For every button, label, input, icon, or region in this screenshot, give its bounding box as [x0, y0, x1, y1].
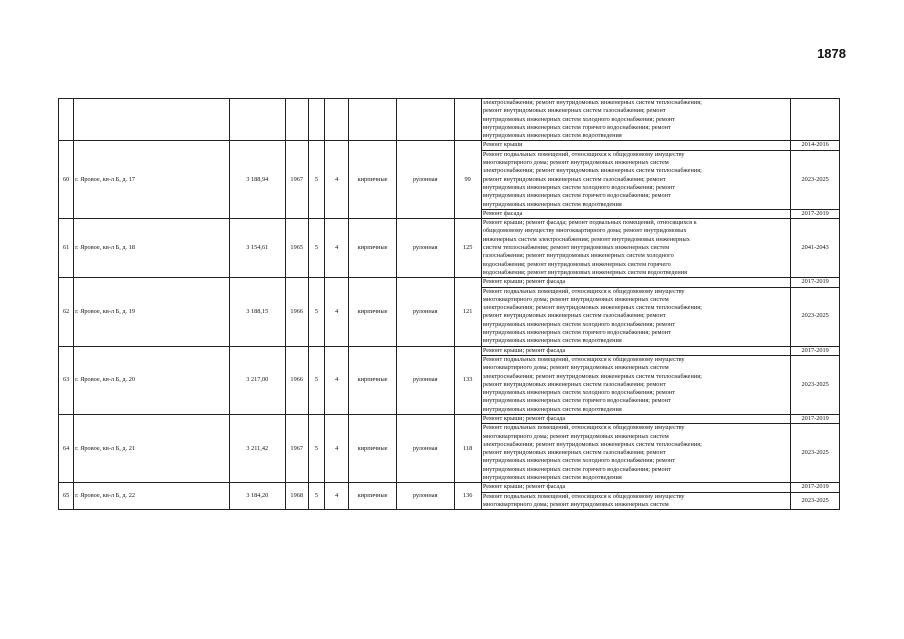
work-line: внутридомовых инженерных систем горячего водоснабжения; ремонт: [482, 329, 671, 337]
period-cell: 2017-2019: [791, 209, 840, 218]
work-line: систем теплоснабжения; ремонт внутридомовых инженерных систем: [482, 244, 670, 252]
area-cell: 3 184,20: [229, 483, 285, 510]
cell-year: [285, 99, 308, 141]
count-cell: 99: [454, 141, 481, 219]
work-line: внутридомовых инженерных систем холодного водоснабжения; ремонт: [482, 115, 676, 123]
year-cell: 1967: [285, 141, 308, 219]
address-cell: г. Яровое, кв-л Б, д. 18: [74, 219, 230, 278]
area-cell: 3 217,00: [229, 346, 285, 414]
works-cell: [481, 483, 791, 492]
work-line: ремонт внутридомовых инженерных систем газоснабжения; ремонт: [482, 175, 666, 183]
address-cell: г. Яровое, кв-л Б, д. 22: [74, 483, 230, 510]
entrances-cell: 4: [325, 219, 349, 278]
area-cell: 3 211,42: [229, 414, 285, 482]
work-line: внутридомовых инженерных систем водоотведения: [482, 200, 622, 208]
work-line: Ремонт фасада: [482, 209, 523, 217]
work-line: внутридомовых инженерных систем водоотведения: [482, 132, 622, 140]
work-line: электроснабжения; ремонт внутридомовых инженерных систем теплоснабжения;: [482, 440, 702, 448]
continuation-row: [59, 99, 840, 141]
period-cell: 2017-2019: [791, 346, 840, 355]
work-line: электроснабжения; ремонт внутридомовых инженерных систем теплоснабжения;: [482, 372, 702, 380]
work-line: внутридомовых инженерных систем горячего водоснабжения; ремонт: [482, 397, 671, 405]
work-line: внутридомовых инженерных систем холодного водоснабжения; ремонт: [482, 183, 676, 191]
roof-type-cell: рулонная: [396, 219, 454, 278]
work-line: многоквартирного дома; ремонт внутридомовых инженерных систем: [482, 500, 669, 508]
roof-type-cell: рулонная: [396, 483, 454, 510]
year-cell: 1967: [285, 414, 308, 482]
work-line: Ремонт подвальных помещений, относящихся к общедомовому имуществу: [482, 150, 685, 158]
entrances-cell: 4: [325, 346, 349, 414]
year-cell: 1965: [285, 219, 308, 278]
entrances-cell: 4: [325, 414, 349, 482]
address-cell: г. Яровое, кв-л Б, д. 21: [74, 414, 230, 482]
cell-num: [59, 99, 74, 141]
period-cell: 2041-2043: [791, 219, 840, 278]
work-line: внутридомовых инженерных систем холодного водоснабжения; ремонт: [482, 320, 676, 328]
count-cell: 133: [454, 346, 481, 414]
work-line: электроснабжения; ремонт внутридомовых инженерных систем теплоснабжения;: [482, 99, 702, 106]
cell-roof: [396, 99, 454, 141]
wall-material-cell: кирпичные: [349, 346, 397, 414]
work-line: ремонт внутридомовых инженерных систем газоснабжения; ремонт: [482, 380, 666, 388]
year-cell: 1966: [285, 278, 308, 346]
work-line: Ремонт подвальных помещений, относящихся к общедомовому имуществу: [482, 424, 685, 432]
row-number: 63: [59, 346, 74, 414]
works-cell: [481, 278, 791, 287]
works-cell: [481, 492, 791, 510]
floors-cell: 5: [308, 219, 324, 278]
work-line: многоквартирного дома; ремонт внутридомовых инженерных систем: [482, 295, 669, 303]
works-cell: [481, 287, 791, 346]
work-line: внутридомовых инженерных систем горячего водоснабжения; ремонт: [482, 192, 671, 200]
cell-works-continuation: [481, 99, 791, 141]
work-line: внутридомовых инженерных систем холодного водоснабжения; ремонт: [482, 389, 676, 397]
table-row: [59, 483, 840, 492]
count-cell: 121: [454, 278, 481, 346]
work-line: электроснабжения; ремонт внутридомовых инженерных систем теплоснабжения;: [482, 167, 702, 175]
cell-entrances: [325, 99, 349, 141]
cell-count: [454, 99, 481, 141]
work-line: водоснабжения; ремонт внутридомовых инженерных систем водоотведения: [482, 268, 688, 276]
work-line: водоснабжения; ремонт внутридомовых инженерных систем горячего: [482, 260, 671, 268]
wall-material-cell: кирпичные: [349, 483, 397, 510]
entrances-cell: 4: [325, 141, 349, 219]
work-line: внутридомовых инженерных систем горячего водоснабжения; ремонт: [482, 465, 671, 473]
roof-type-cell: рулонная: [396, 414, 454, 482]
work-line: ремонт внутридомовых инженерных систем газоснабжения; ремонт: [482, 107, 666, 115]
work-line: электроснабжения; ремонт внутридомовых инженерных систем теплоснабжения;: [482, 304, 702, 312]
period-cell: 2023-2025: [791, 287, 840, 346]
works-cell: [481, 141, 791, 150]
row-number: 65: [59, 483, 74, 510]
works-cell: [481, 209, 791, 218]
works-cell: [481, 346, 791, 355]
cell-floors: [308, 99, 324, 141]
year-cell: 1966: [285, 346, 308, 414]
count-cell: 125: [454, 219, 481, 278]
address-cell: г. Яровое, кв-л Б, д. 19: [74, 278, 230, 346]
work-line: внутридомовых инженерных систем водоотведения: [482, 337, 622, 345]
row-number: 61: [59, 219, 74, 278]
cell-period: [791, 99, 840, 141]
work-line: инженерных систем электроснабжения; ремонт внутридомовых инженерных: [482, 235, 690, 243]
address-cell: г. Яровое, кв-л Б, д. 17: [74, 141, 230, 219]
work-line: общедомовому имуществу многоквартирного дома; ремонт внутридомовых: [482, 227, 687, 235]
work-line: внутридомовых инженерных систем холодного водоснабжения; ремонт: [482, 457, 676, 465]
works-cell: [481, 355, 791, 414]
period-cell: 2014-2016: [791, 141, 840, 150]
work-line: Ремонт крыши; ремонт фасада: [482, 414, 566, 422]
period-cell: 2017-2019: [791, 483, 840, 492]
work-line: Ремонт крыши; ремонт фасада: [482, 483, 566, 491]
table-row: [59, 278, 840, 287]
row-number: 64: [59, 414, 74, 482]
work-line: Ремонт крыши; ремонт фасада: [482, 278, 566, 286]
work-line: внутридомовых инженерных систем водоотведения: [482, 474, 622, 482]
roof-type-cell: рулонная: [396, 141, 454, 219]
period-cell: 2023-2025: [791, 492, 840, 510]
area-cell: 3 188,94: [229, 141, 285, 219]
year-cell: 1968: [285, 483, 308, 510]
work-line: внутридомовых инженерных систем горячего водоснабжения; ремонт: [482, 123, 671, 131]
work-line: газоснабжения; ремонт внутридомовых инженерных систем холодного: [482, 252, 674, 260]
count-cell: 136: [454, 483, 481, 510]
works-cell: [481, 150, 791, 209]
work-line: Ремонт крыши; ремонт фасада: [482, 346, 566, 354]
housing-register-table: [58, 98, 840, 510]
floors-cell: 5: [308, 346, 324, 414]
area-cell: 3 154,61: [229, 219, 285, 278]
work-line: Ремонт крыши: [482, 141, 523, 149]
wall-material-cell: кирпичные: [349, 278, 397, 346]
table-body: [59, 99, 840, 510]
table-row: [59, 219, 840, 278]
table-row: [59, 141, 840, 150]
page-number: 1878: [817, 46, 846, 61]
table-row: [59, 346, 840, 355]
period-cell: 2023-2025: [791, 150, 840, 209]
entrances-cell: 4: [325, 278, 349, 346]
work-line: Ремонт подвальных помещений, относящихся к общедомовому имуществу: [482, 287, 685, 295]
roof-type-cell: рулонная: [396, 346, 454, 414]
work-line: Ремонт крыши; ремонт фасада; ремонт подвальных помещений, относящихся к: [482, 219, 697, 227]
row-number: 60: [59, 141, 74, 219]
period-cell: 2017-2019: [791, 414, 840, 423]
work-line: многоквартирного дома; ремонт внутридомовых инженерных систем: [482, 364, 669, 372]
count-cell: 118: [454, 414, 481, 482]
work-line: многоквартирного дома; ремонт внутридомовых инженерных систем: [482, 159, 669, 167]
period-cell: 2017-2019: [791, 278, 840, 287]
wall-material-cell: кирпичные: [349, 414, 397, 482]
address-cell: г. Яровое, кв-л Б, д. 20: [74, 346, 230, 414]
work-line: ремонт внутридомовых инженерных систем газоснабжения; ремонт: [482, 449, 666, 457]
works-cell: [481, 219, 791, 278]
cell-wall: [349, 99, 397, 141]
work-line: многоквартирного дома; ремонт внутридомовых инженерных систем: [482, 432, 669, 440]
entrances-cell: 4: [325, 483, 349, 510]
wall-material-cell: кирпичные: [349, 141, 397, 219]
work-line: ремонт внутридомовых инженерных систем газоснабжения; ремонт: [482, 312, 666, 320]
period-cell: 2023-2025: [791, 424, 840, 483]
cell-address: [74, 99, 230, 141]
floors-cell: 5: [308, 414, 324, 482]
wall-material-cell: кирпичные: [349, 219, 397, 278]
work-line: Ремонт подвальных помещений, относящихся к общедомовому имуществу: [482, 355, 685, 363]
work-line: внутридомовых инженерных систем водоотведения: [482, 405, 622, 413]
row-number: 62: [59, 278, 74, 346]
floors-cell: 5: [308, 278, 324, 346]
works-cell: [481, 414, 791, 423]
floors-cell: 5: [308, 483, 324, 510]
roof-type-cell: рулонная: [396, 278, 454, 346]
area-cell: 3 188,15: [229, 278, 285, 346]
works-cell: [481, 424, 791, 483]
cell-area: [229, 99, 285, 141]
period-cell: 2023-2025: [791, 355, 840, 414]
table-row: [59, 414, 840, 423]
floors-cell: 5: [308, 141, 324, 219]
work-line: Ремонт подвальных помещений, относящихся к общедомовому имуществу: [482, 492, 685, 500]
